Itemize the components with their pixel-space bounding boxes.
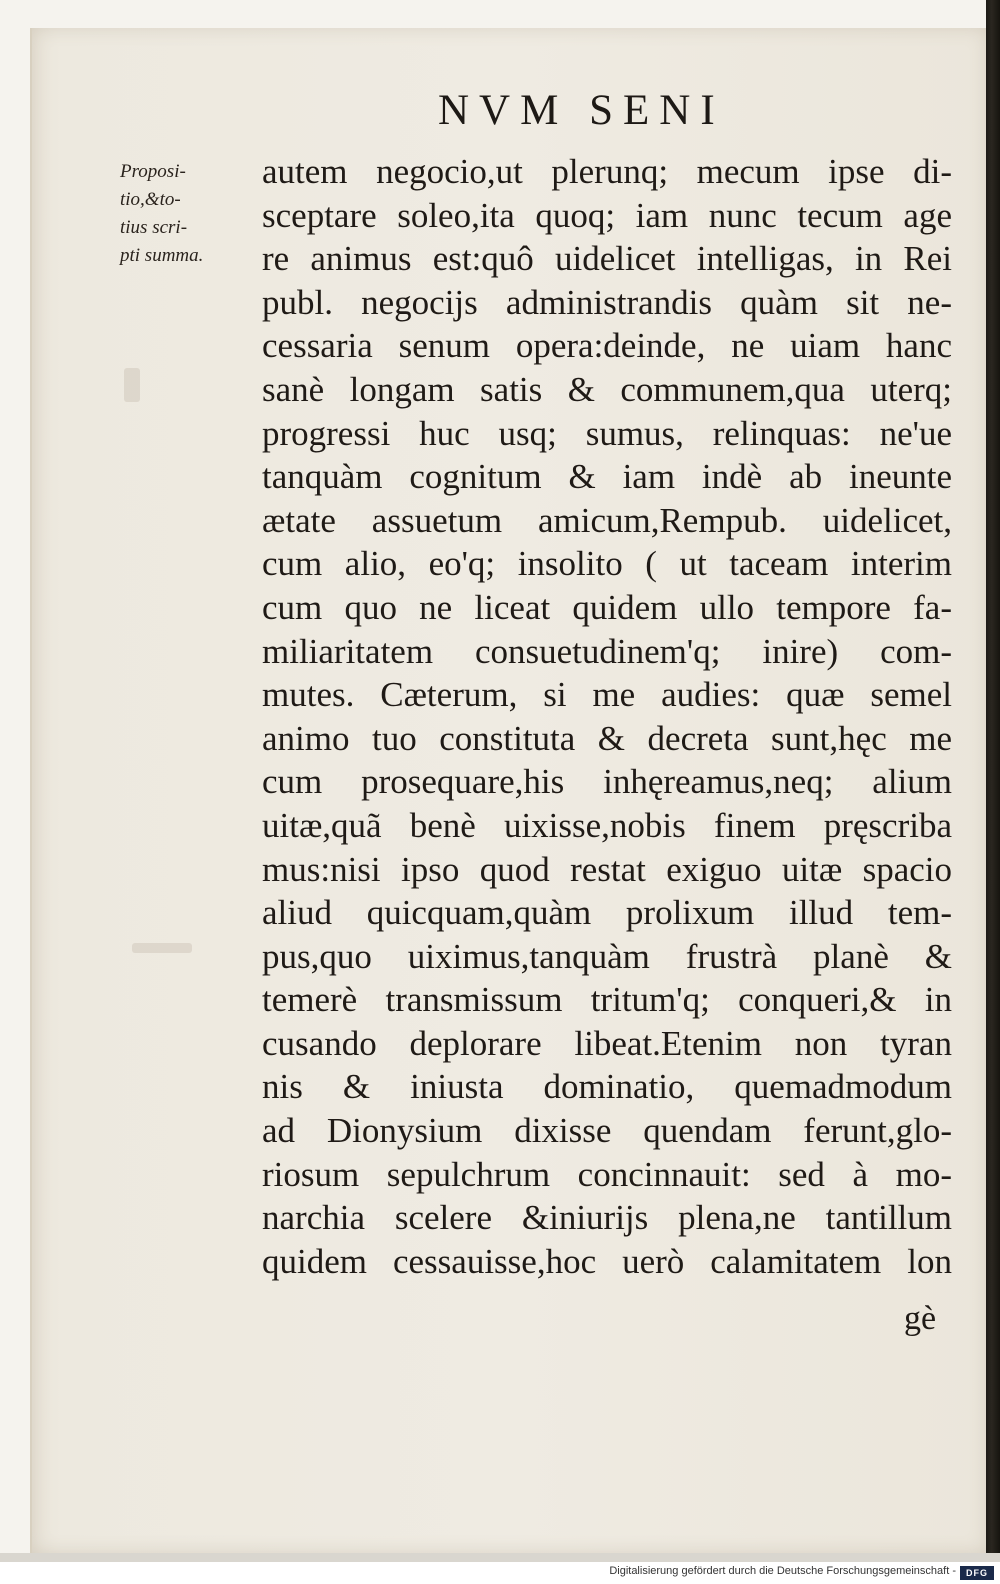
text-line: autem negocio,ut plerunq; mecum ipse di- <box>262 152 952 191</box>
marginal-note-line: tius scri- <box>120 217 188 238</box>
text-line: riosum sepulchrum concinnauit: sed à mo- <box>262 1154 952 1194</box>
text-line: ætate assuetum amicum,Rempub. uidelicet, <box>262 500 952 540</box>
text-line: mutes. Cæterum, si me audies: quæ semel <box>262 675 952 715</box>
text-line: sanè longam satis & communem,qua uterq; <box>262 369 952 409</box>
text-line: publ. negocijs administrandis quàm sit ne- <box>262 282 952 322</box>
show-through-mark <box>132 943 192 953</box>
running-head: NVM SENI <box>438 87 725 134</box>
body-text <box>262 150 952 1283</box>
text-line: miliaritatem consuetudinem'q; inire) com- <box>262 631 952 671</box>
text-line: temerè transmissum tritum'q; conqueri,& in <box>262 980 952 1020</box>
text-line: progressi huc usq; sumus, relinquas: ne'ue <box>262 413 952 453</box>
marginal-note-line: Proposi- <box>120 161 186 182</box>
text-line: quidem cessauisse,hoc uerò calamitatem lon <box>262 1241 952 1281</box>
text-line: aliud quicquam,quàm prolixum illud tem- <box>262 893 952 933</box>
scan-bottom-edge <box>0 1553 1000 1562</box>
text-line: cum prosequare,his inhęreamus,neq; alium <box>262 762 952 802</box>
text-line: cessaria senum opera:deinde, ne uiam hanc <box>262 326 952 366</box>
text-line: nis & iniusta dominatio, quemadmodum <box>262 1067 952 1107</box>
text-line: mus:nisi ipso quod restat exiguo uitæ spacio <box>262 849 952 889</box>
text-line: ad Dionysium dixisse quendam ferunt,glo- <box>262 1111 952 1151</box>
marginal-note-line: tio,&to- <box>120 189 181 210</box>
text-line: cum quo ne liceat quidem ullo tempore fa- <box>262 587 952 627</box>
marginal-note-line: pti summa. <box>120 245 204 266</box>
text-line: sceptare soleo,ita quoq; iam nunc tecum age <box>262 195 952 235</box>
footer-bar <box>0 1562 1000 1584</box>
marginal-note <box>120 158 262 270</box>
text-line: cum alio, eo'q; insolito ( ut taceam interim <box>262 544 952 584</box>
text-line: cusando deplorare libeat.Etenim non tyran <box>262 1023 952 1063</box>
book-edge <box>986 0 1000 1562</box>
text-line: re animus est:quô uidelicet intelligas, in Rei <box>262 239 952 279</box>
footer-credit: Digitalisierung gefördert durch die Deutsche Forschungsgemeinschaft - <box>609 1565 956 1577</box>
text-line: tanquàm cognitum & iam indè ab ineunte <box>262 457 952 497</box>
show-through-mark <box>124 368 140 402</box>
catchword: gè <box>904 1300 937 1337</box>
text-line: narchia scelere &iniurijs plena,ne tantillum <box>262 1198 952 1238</box>
text-line: pus,quo uiximus,tanquàm frustrà planè & <box>262 936 952 976</box>
dfg-logo: DFG <box>960 1566 994 1580</box>
text-line: animo tuo constituta & decreta sunt,hęc me <box>262 718 952 758</box>
text-line: uitæ,quã benè uixisse,nobis finem pręscriba <box>262 805 952 845</box>
